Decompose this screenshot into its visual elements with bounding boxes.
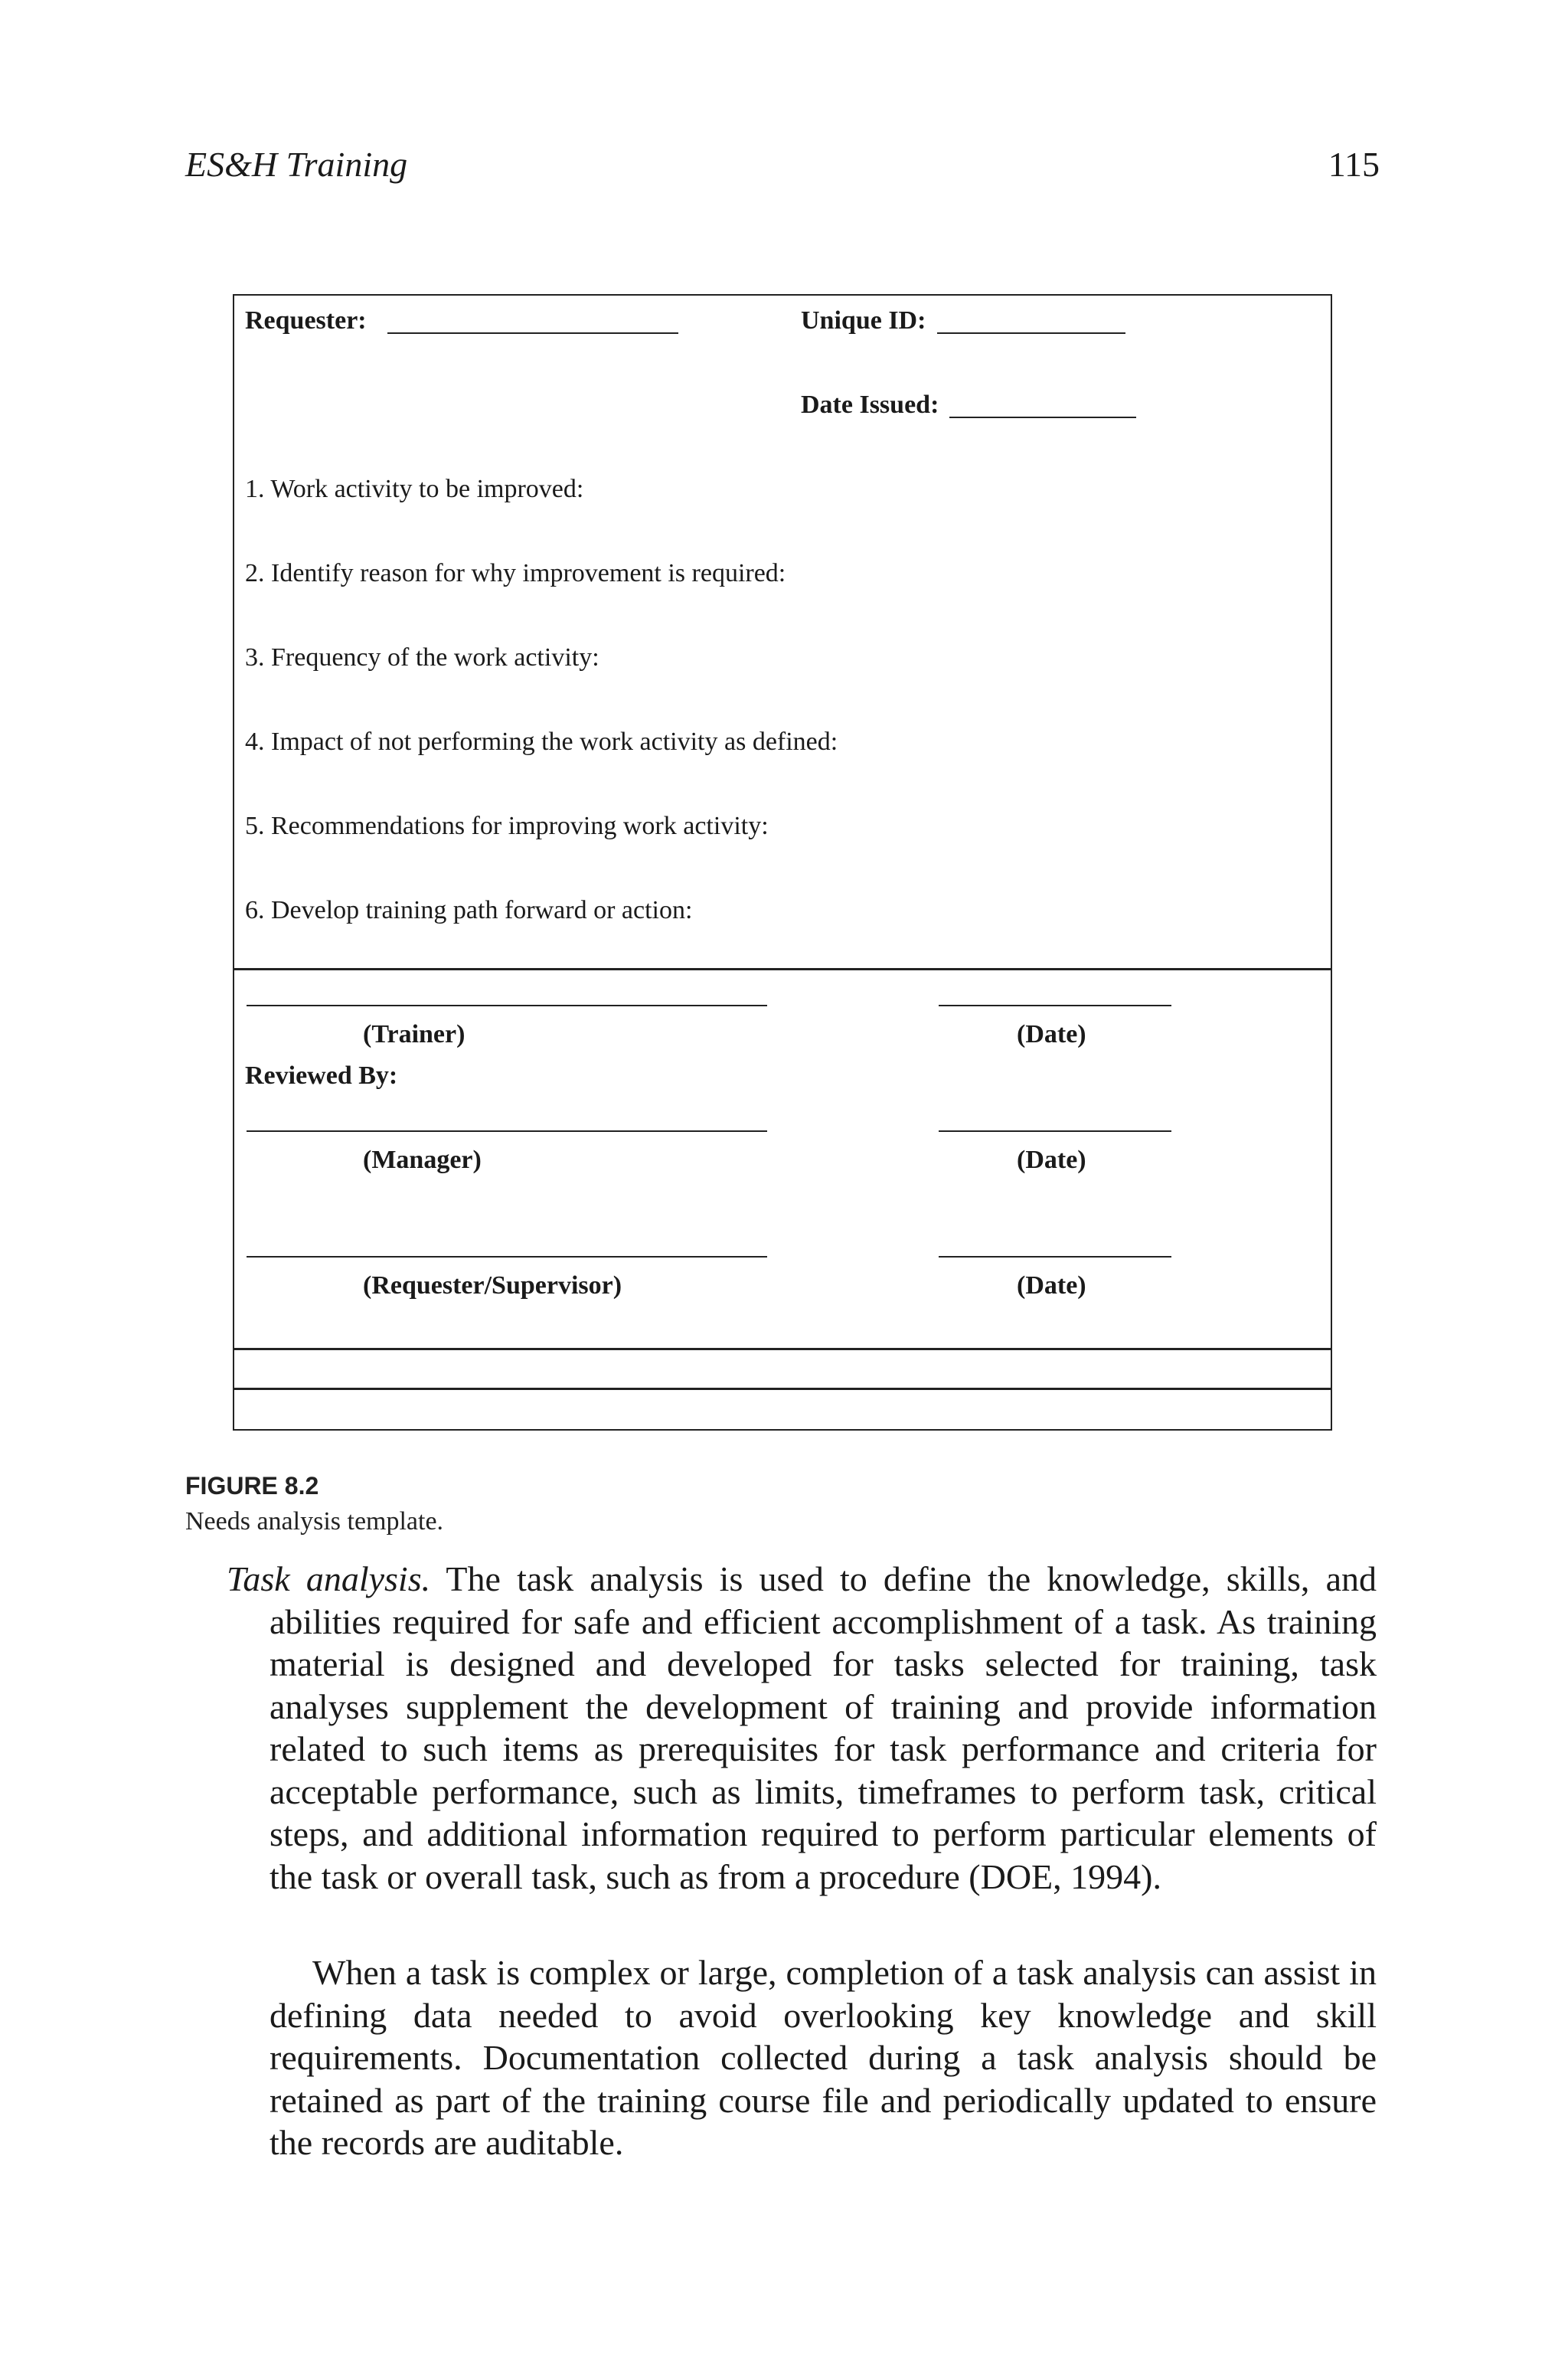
- section-divider: [234, 968, 1331, 970]
- task-analysis-text: The task analysis is used to define the knowledge, skills, and abilities required for safe and efficient accomplishment of a task. As training material is designed and developed for tasks selected for training, task analyses supplement the development of training and provide information related to such items as prerequisites for task performance and criteria for acceptable performance, such as limits, timeframes to perform task, critical steps, and additional information required to perform particular elements of the task or overall task, such as from a procedure (DOE, 1994).: [270, 1559, 1377, 1896]
- form-item-1: 1. Work activity to be improved:: [245, 475, 584, 503]
- requester-label: Requester:: [245, 306, 367, 335]
- form-item-2: 2. Identify reason for why improvement is required:: [245, 559, 786, 587]
- requester-supervisor-label: (Requester/Supervisor): [363, 1271, 622, 1300]
- bottom-row-divider-2: [234, 1388, 1331, 1390]
- unique-id-blank[interactable]: [937, 332, 1125, 334]
- manager-date-label: (Date): [1017, 1146, 1086, 1174]
- requester-blank[interactable]: [387, 332, 678, 334]
- task-analysis-paragraph: [227, 1558, 1377, 1898]
- date-issued-label: Date Issued:: [801, 391, 939, 419]
- running-head: ES&H Training: [185, 145, 408, 184]
- trainer-date-line[interactable]: [939, 1005, 1171, 1006]
- requester-supervisor-signature-line[interactable]: [247, 1256, 767, 1258]
- task-analysis-lead: Task analysis.: [227, 1559, 431, 1598]
- manager-signature-line[interactable]: [247, 1130, 767, 1132]
- form-item-6: 6. Develop training path forward or action:: [245, 896, 693, 924]
- form-item-4: 4. Impact of not performing the work activity as defined:: [245, 728, 838, 756]
- needs-analysis-form: [233, 294, 1332, 1431]
- manager-label: (Manager): [363, 1146, 482, 1174]
- complex-task-paragraph: When a task is complex or large, completion of a task analysis can assist in defining data needed to avoid overlooking key knowledge and skill requirements. Documentation collected during a task analysis should be retained as part of the training course file and periodically updated to ensure the records are auditable.: [270, 1953, 1377, 2162]
- trainer-signature-line[interactable]: [247, 1005, 767, 1006]
- requester-supervisor-date-label: (Date): [1017, 1271, 1086, 1300]
- reviewed-by-label: Reviewed By:: [245, 1061, 398, 1090]
- page-number: 115: [1328, 145, 1380, 184]
- figure-caption: Needs analysis template.: [185, 1507, 444, 1536]
- unique-id-label: Unique ID:: [801, 306, 926, 335]
- trainer-date-label: (Date): [1017, 1020, 1086, 1048]
- date-issued-blank[interactable]: [949, 417, 1136, 418]
- requester-supervisor-date-line[interactable]: [939, 1256, 1171, 1258]
- form-item-3: 3. Frequency of the work activity:: [245, 643, 599, 672]
- form-item-5: 5. Recommendations for improving work activity:: [245, 812, 769, 840]
- figure-label: FIGURE 8.2: [185, 1472, 319, 1500]
- trainer-label: (Trainer): [363, 1020, 466, 1048]
- manager-date-line[interactable]: [939, 1130, 1171, 1132]
- bottom-row-divider-1: [234, 1348, 1331, 1350]
